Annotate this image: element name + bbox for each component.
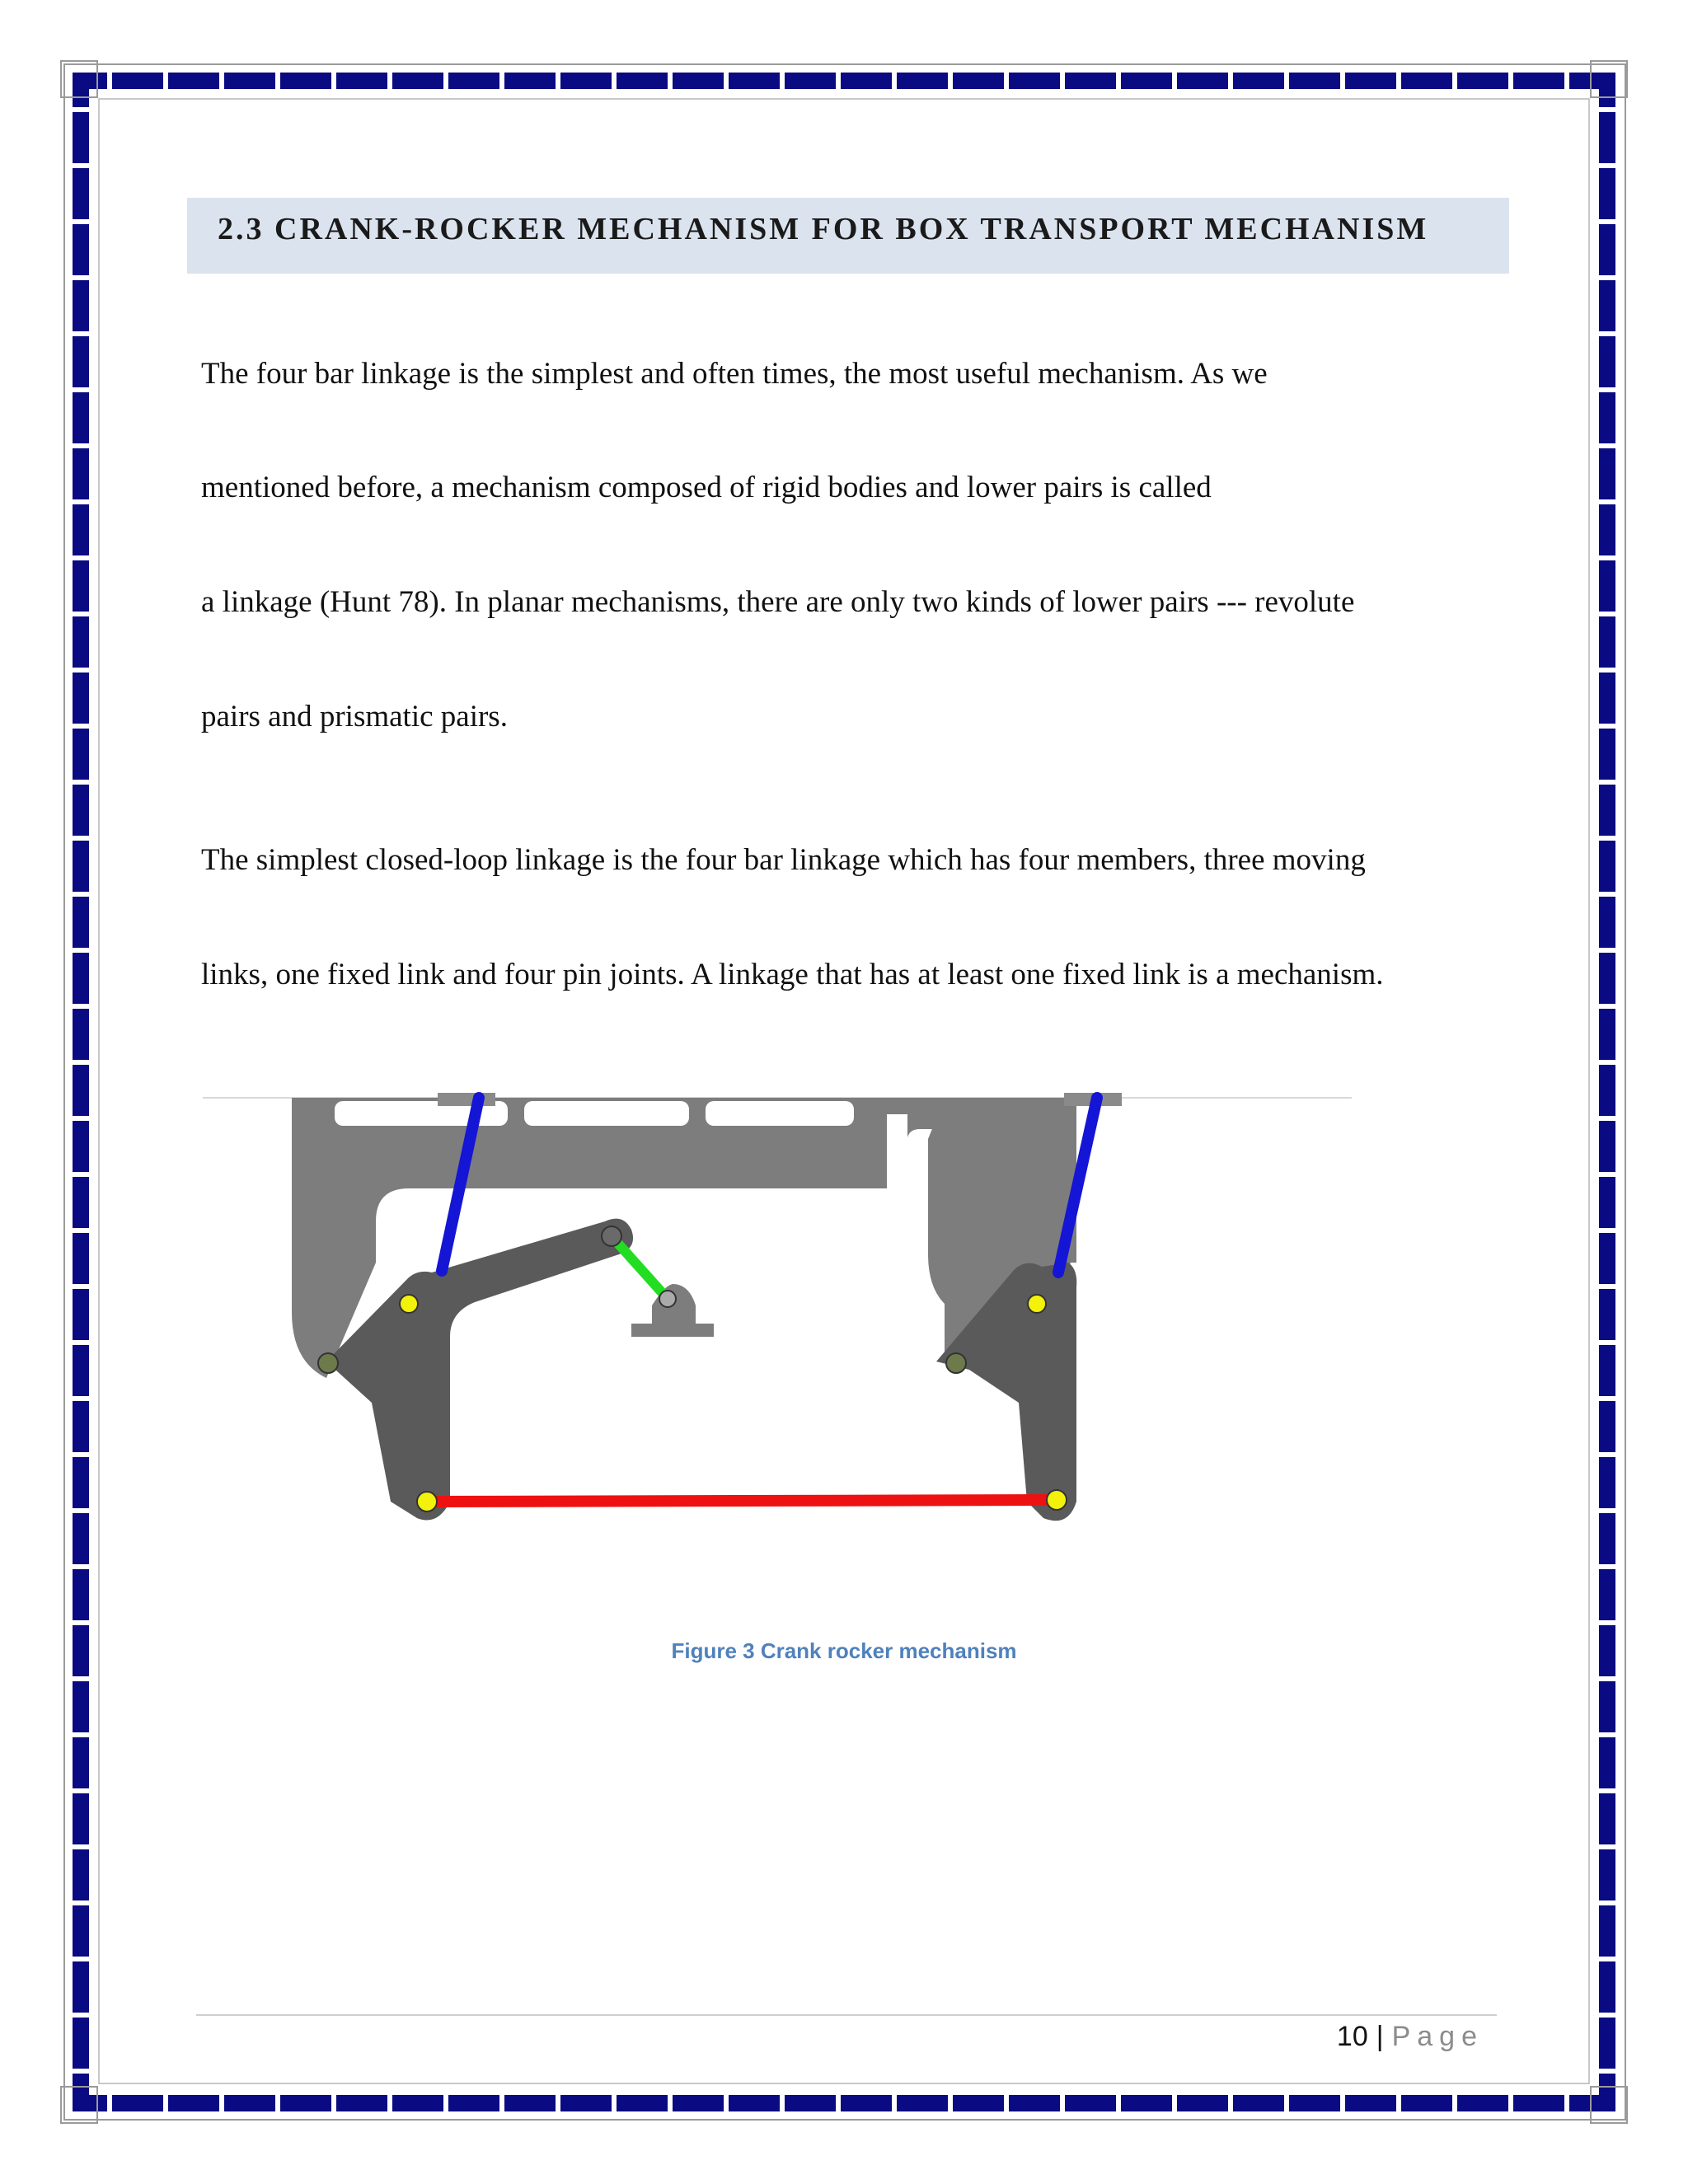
paragraph1-line-1: The four bar linkage is the simplest and often times, the most useful mechanism. As we [201, 357, 1268, 391]
page-separator: | [1376, 2021, 1384, 2052]
footer-rule [196, 2014, 1497, 2016]
figure-caption: Figure 3 Crank rocker mechanism [671, 1638, 1017, 1663]
paragraph2-line-1: The simplest closed-loop linkage is the four bar linkage which has four members, three moving [201, 843, 1366, 877]
paragraph1-line-2: mentioned before, a mechanism composed of rigid bodies and lower pairs is called [201, 471, 1212, 504]
paragraph2-line-2: links, one fixed link and four pin joints. A linkage that has at least one fixed link is a mechanism. [201, 958, 1384, 991]
page-number: 10 [1336, 2021, 1368, 2052]
crank-support [631, 1324, 714, 1337]
green-crank [612, 1236, 668, 1299]
page-label: Page [1391, 2021, 1484, 2052]
paragraph1-line-4: pairs and prismatic pairs. [201, 700, 508, 733]
page-footer [1337, 2016, 1484, 2057]
red-coupler [427, 1500, 1057, 1502]
paragraph1-line-3: a linkage (Hunt 78). In planar mechanisms, there are only two kinds of lower pairs --- revolute [201, 585, 1355, 619]
crank-rocker-figure [203, 1090, 1357, 1551]
section-heading: 2.3 CRANK-ROCKER MECHANISM FOR BOX TRANSPORT MECHANISM [218, 212, 1429, 246]
